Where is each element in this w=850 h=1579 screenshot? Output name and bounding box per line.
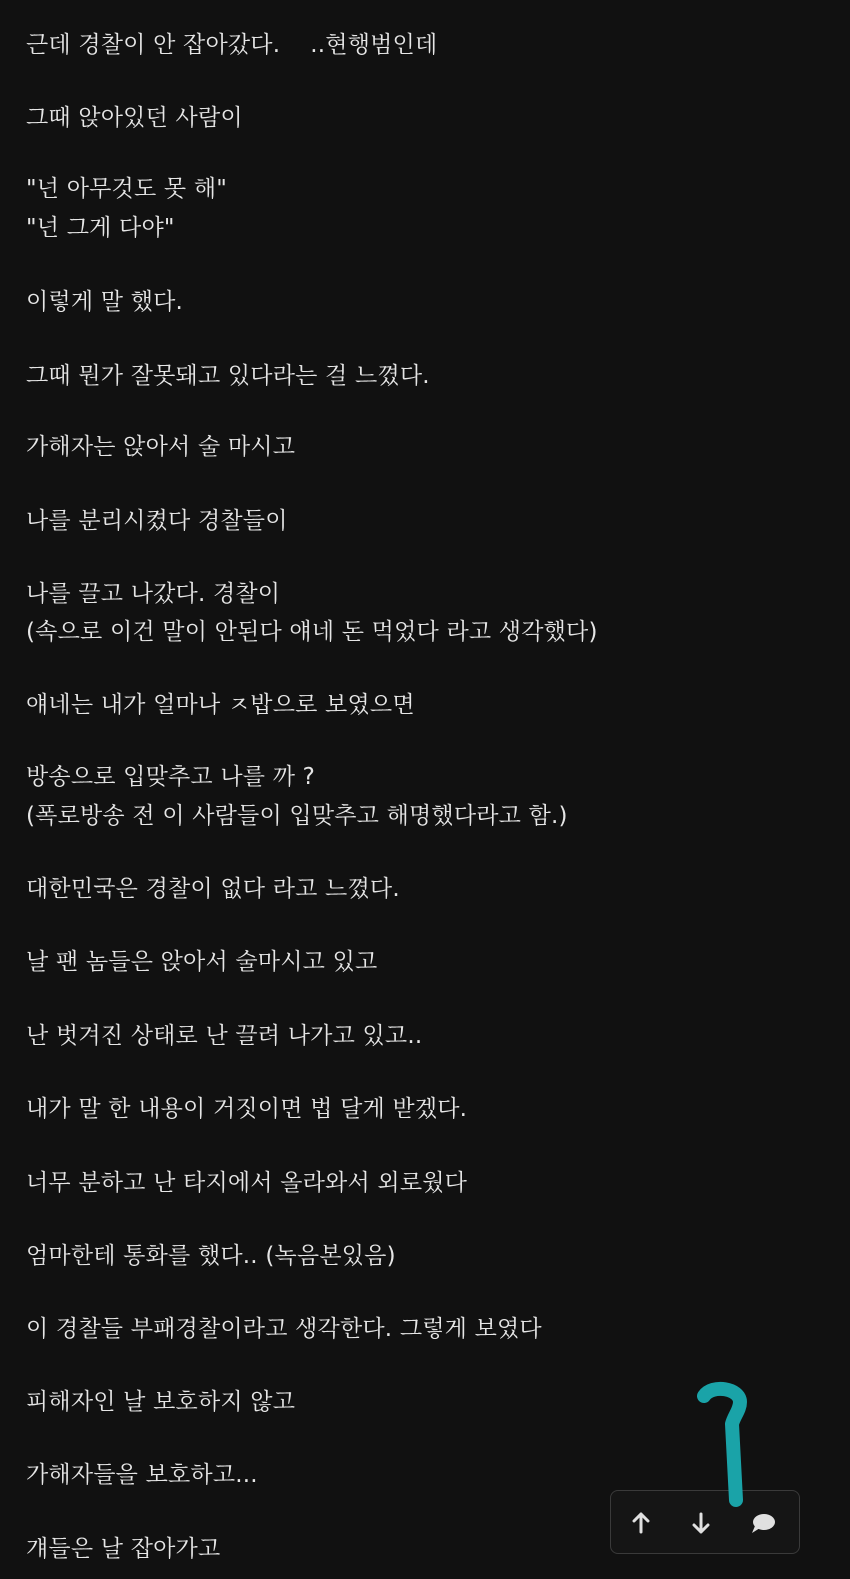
post-line: 그때 앉아있던 사람이 xyxy=(26,105,243,131)
downvote-button[interactable] xyxy=(683,1505,719,1541)
post-line: 나를 끌고 나갔다. 경찰이 xyxy=(26,581,281,607)
post-line: 걔들은 날 잡아가고 xyxy=(26,1536,221,1562)
arrow-down-icon xyxy=(690,1511,712,1535)
post-line: 난 벗겨진 상태로 난 끌려 나가고 있고.. xyxy=(26,1023,423,1049)
post-line: 가해자는 앉아서 술 마시고 xyxy=(26,434,296,460)
post-line: "넌 아무것도 못 해" xyxy=(26,176,228,202)
post-line: 이 경찰들 부패경찰이라고 생각한다. 그렇게 보였다 xyxy=(26,1316,542,1342)
post-line: 방송으로 입맞추고 나를 까 ? xyxy=(26,764,316,790)
arrow-up-icon xyxy=(630,1511,652,1535)
post-line: 날 팬 놈들은 앉아서 술마시고 있고 xyxy=(26,949,378,975)
post-line: 근데 경찰이 안 잡아갔다. ..현행범인데 xyxy=(26,32,438,58)
post-line: 엄마한테 통화를 했다.. (녹음본있음) xyxy=(26,1243,396,1269)
floating-vote-toolbar xyxy=(610,1490,800,1554)
post-line: 나를 분리시켰다 경찰들이 xyxy=(26,508,288,534)
post-line: 얘네는 내가 얼마나 ㅈ밥으로 보였으면 xyxy=(26,692,415,718)
post-line: 그때 뭔가 잘못돼고 있다라는 걸 느꼈다. xyxy=(26,363,430,389)
post-line: 너무 분하고 난 타지에서 올라와서 외로웠다 xyxy=(26,1170,468,1196)
post-line: 가해자들을 보호하고... xyxy=(26,1462,258,1488)
speech-bubble-icon xyxy=(749,1511,777,1535)
post-line: 이렇게 말 했다. xyxy=(26,289,184,315)
upvote-button[interactable] xyxy=(623,1505,659,1541)
post-line: 내가 말 한 내용이 거짓이면 법 달게 받겠다. xyxy=(26,1096,468,1122)
post-line: (속으로 이건 말이 안된다 얘네 돈 먹었다 라고 생각했다) xyxy=(26,619,598,645)
post-line: "넌 그게 다야" xyxy=(26,215,175,241)
post-line: 대한민국은 경찰이 없다 라고 느꼈다. xyxy=(26,876,400,902)
comment-button[interactable] xyxy=(745,1505,781,1541)
post-line: (폭로방송 전 이 사람들이 입맞추고 해명했다라고 함.) xyxy=(26,803,568,829)
post-line: 피해자인 날 보호하지 않고 xyxy=(26,1389,296,1415)
